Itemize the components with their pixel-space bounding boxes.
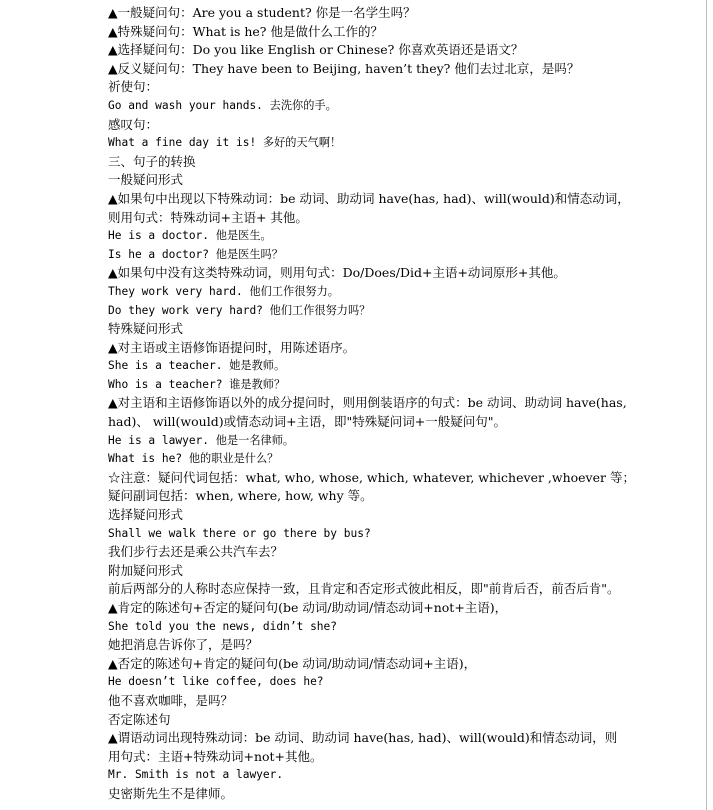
text-line-rule-positive-statement: ▲肯定的陈述句+否定的疑问句(be 动词/助动词/情态动词+not+主语)， bbox=[108, 600, 508, 615]
text-line-imperative-example: Go and wash your hands. 去洗你的手。 bbox=[108, 98, 337, 112]
text-line-question-special: ▲特殊疑问句：What is he? 他是做什么工作的？ bbox=[108, 23, 383, 39]
text-line-question-tag: ▲反义疑问句：They have been to Beijing, haven’t they? 他们去过北京，是吗？ bbox=[108, 60, 580, 76]
text-line-note-interrogative-pronouns: ☆注意：疑问代词包括：what, who, whose, which, whatever, whichever ,whoever 等； bbox=[108, 469, 635, 485]
text-line-example-told-news-translation: 她把消息告诉你了，是吗？ bbox=[108, 637, 259, 653]
subheading-special-question: 特殊疑问形式 bbox=[108, 321, 184, 337]
text-line-example-work-hard: They work very hard. 他们工作很努力。 bbox=[108, 284, 339, 298]
text-line-exclamatory-example: What a fine day it is! 多好的天气啊！ bbox=[108, 136, 342, 150]
text-line-note-interrogative-adverbs: 疑问副词包括：when, where, how, why 等。 bbox=[108, 488, 373, 504]
text-line-question-general: ▲一般疑问句：Are you a student? 你是一名学生吗？ bbox=[108, 5, 416, 20]
page-edge-divider bbox=[706, 0, 707, 810]
text-line-rule-predicate-special-verbs-cont: 用句式：主语+特殊动词+not+其他。 bbox=[108, 748, 323, 764]
subheading-negative-statement: 否定陈述句 bbox=[108, 711, 171, 727]
text-line-example-walk-or-bus: Shall we walk there or go there by bus? bbox=[108, 526, 371, 540]
text-line-imperative-heading: 祈使句： bbox=[108, 79, 159, 95]
text-line-example-doctor-question: Is he a doctor? 他是医生吗？ bbox=[108, 247, 283, 261]
text-line-example-coffee: He doesn’t like coffee, does he? bbox=[108, 675, 324, 689]
subheading-general-question: 一般疑问形式 bbox=[108, 172, 184, 188]
text-line-example-teacher-question: Who is a teacher? 谁是教师？ bbox=[108, 377, 286, 391]
text-line-example-teacher: She is a teacher. 她是教师。 bbox=[108, 359, 286, 373]
text-line-example-lawyer: He is a lawyer. 他是一名律师。 bbox=[108, 433, 295, 447]
text-line-exclamatory-heading: 感叹句： bbox=[108, 116, 159, 132]
subheading-tag-question: 附加疑问形式 bbox=[108, 562, 184, 578]
text-line-rule-negative-statement: ▲否定的陈述句+肯定的疑问句(be 动词/助动词/情态动词+主语)， bbox=[108, 655, 477, 671]
text-line-rule-subject-question: ▲对主语或主语修饰语提问时，用陈述语序。 bbox=[108, 339, 356, 355]
text-line-rule-special-verbs: ▲如果句中出现以下特殊动词：be 动词、助动词 have(has, had)、will(would)和情态动词， bbox=[108, 190, 630, 206]
text-line-rule-inverted-order: ▲对主语和主语修饰语以外的成分提问时，则用倒装语序的句式：be 动词、助动词 have(has, bbox=[108, 395, 627, 411]
text-line-example-walk-or-bus-translation: 我们步行去还是乘公共汽车去？ bbox=[108, 544, 284, 560]
subheading-choice-question: 选择疑问形式 bbox=[108, 507, 184, 523]
text-line-example-lawyer-question: What is he? 他的职业是什么？ bbox=[108, 452, 279, 466]
document-body bbox=[108, 4, 635, 804]
text-line-rule-inverted-order-cont: had)、 will(would)或情态动词+主语，即"特殊疑问词+一般疑问句"。 bbox=[108, 414, 507, 430]
text-line-rule-predicate-special-verbs: ▲谓语动词出现特殊动词：be 动词、助动词 have(has, had)、will(would)和情态动词，则 bbox=[108, 730, 618, 746]
text-line-example-smith-translation: 史密斯先生不是律师。 bbox=[108, 785, 234, 801]
section-heading-conversion: 三、句子的转换 bbox=[108, 153, 196, 169]
text-line-example-doctor: He is a doctor. 他是医生。 bbox=[108, 229, 272, 243]
text-line-example-coffee-translation: 他不喜欢咖啡，是吗？ bbox=[108, 692, 234, 708]
text-line-rule-special-verbs-cont: 则用句式：特殊动词+主语+ 其他。 bbox=[108, 209, 308, 225]
text-line-example-smith: Mr. Smith is not a lawyer. bbox=[108, 768, 284, 782]
text-line-rule-do-does-did: ▲如果句中没有这类特殊动词，则用句式：Do/Does/Did+主语+动词原形+其他。 bbox=[108, 265, 566, 281]
text-line-question-choice: ▲选择疑问句：Do you like English or Chinese? 你喜欢英语还是语文？ bbox=[108, 42, 524, 58]
text-line-example-told-news: She told you the news, didn’t she? bbox=[108, 619, 338, 633]
text-line-rule-tag-agreement: 前后两部分的人称时态应保持一致，且肯定和否定形式彼此相反，即"前肯后否，前否后肯"。 bbox=[108, 581, 620, 597]
text-line-example-work-hard-question: Do they work very hard? 他们工作很努力吗？ bbox=[108, 303, 371, 317]
